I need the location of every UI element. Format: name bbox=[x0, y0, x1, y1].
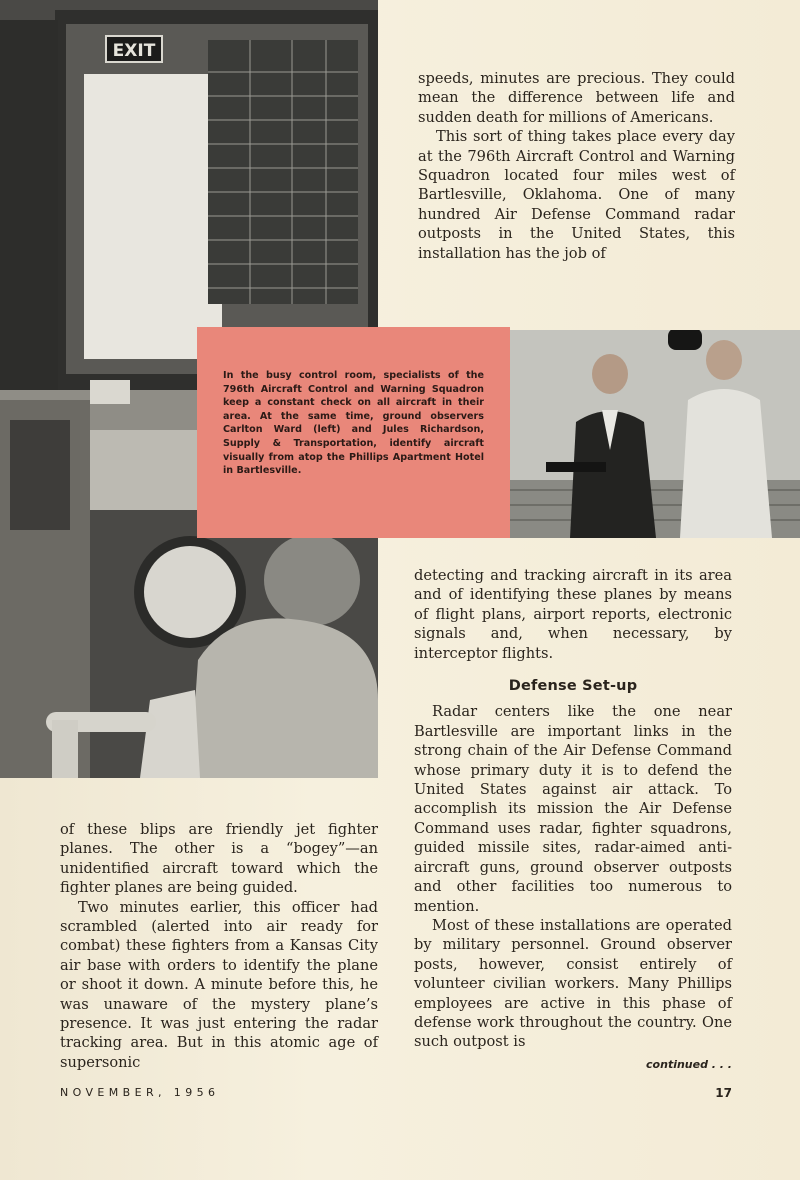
exit-sign-text: EXIT bbox=[112, 41, 156, 61]
paragraph: This sort of thing takes place every day at the 796th Aircraft Control and Warning Squadron located four miles west of Bartlesville, Oklahoma. One of many hundred Air Defense Command radar outposts in the United States, this installation has the job of bbox=[418, 128, 735, 262]
page-number: 17 bbox=[715, 1086, 732, 1100]
continued-note: continued . . . bbox=[646, 1058, 732, 1071]
paragraph: of these blips are friendly jet fighter planes. The other is a “bogey”—an unidentified aircraft toward which the fighter planes are being guided. bbox=[60, 821, 378, 897]
paragraph: Most of these installations are operated by military personnel. Ground observer posts, however, consist entirely of volunteer civilian workers. Many Phillips employees are active in this phase of defense work throughout the country. One such outpost is bbox=[414, 916, 732, 1051]
paragraph: Radar centers like the one near Bartlesville are important links in the strong chain of the Air Defense Command whose primary duty it is to defend the United States against air attack. To accomplish its mission the Air Defense Command uses radar, fighter squadrons, guided missile sites, radar-aimed anti-aircraft guns, ground observer outposts and other facilities too numerous to mention. bbox=[414, 703, 732, 915]
paragraph: detecting and tracking aircraft in its area and of identifying these planes by means of flight plans, airport reports, electronic signals and, when necessary, by interceptor flights. bbox=[414, 567, 732, 662]
paragraph: Two minutes earlier, this officer had scrambled (alerted into air ready for combat) these fighters from a Kansas City air base with orders to identify the plane or shoot it down. A minute before this, he was unaware of the mystery plane’s presence. It was just entering the radar tracking area. But in this atomic age of supersonic bbox=[60, 898, 378, 1071]
photo-caption: In the busy control room, specialists of the 796th Aircraft Control and Warning Squadron keep a constant check on all aircraft in their area. At the same time, ground observers Carlton Ward (left) and Jules Richardson, Supply & Transportation, identify aircraft visually from atop the Phillips Apartment Hotel in Bartlesville. bbox=[197, 327, 510, 538]
paragraph: speeds, minutes are precious. They could mean the difference between life and sudden death for millions of Americans. bbox=[418, 70, 735, 126]
column-right-top bbox=[418, 69, 735, 263]
issue-date: NOVEMBER, 1956 bbox=[60, 1086, 220, 1099]
ground-observers-illustration bbox=[510, 330, 800, 538]
section-heading: Defense Set-up bbox=[508, 678, 638, 695]
column-left-bottom bbox=[60, 820, 378, 1072]
ground-observers-photo bbox=[510, 330, 800, 538]
column-right-bottom bbox=[414, 566, 732, 1052]
